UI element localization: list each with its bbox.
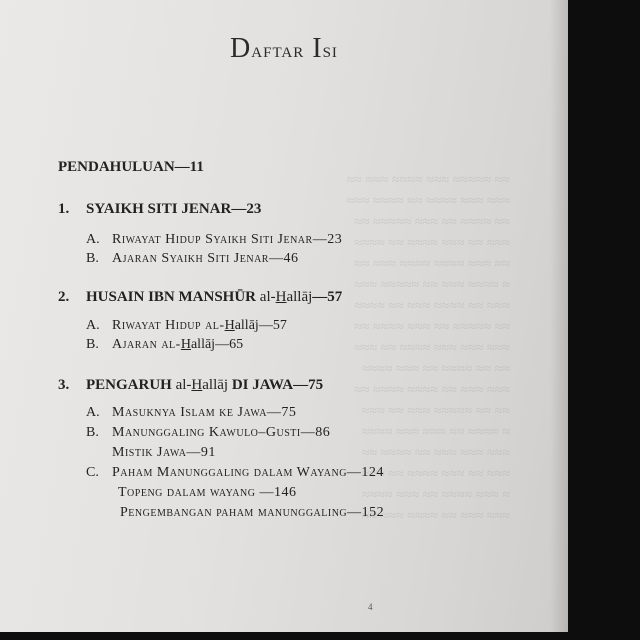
toc-item-3c[interactable]: C. Paham Manunggaling dalam Wayang—124 xyxy=(86,465,384,480)
toc-item-2b[interactable]: B. Ajaran al-Hallāj—65 xyxy=(86,337,244,352)
toc-subitem-mistik-jawa[interactable]: Mistik Jawa—91 xyxy=(112,445,216,460)
toc-chapter-3[interactable]: 3. PENGARUH al-Hallāj DI JAWA—75 xyxy=(58,377,324,393)
toc-entry-pendahuluan[interactable]: PENDAHULUAN—11 xyxy=(58,159,204,175)
toc-item-1b[interactable]: B. Ajaran Syaikh Siti Jenar—46 xyxy=(86,251,299,266)
toc-item-2a[interactable]: A. Riwayat Hidup al-Hallāj—57 xyxy=(86,318,287,333)
toc-item-3b[interactable]: B. Manunggaling Kawulo–Gusti—86 xyxy=(86,425,331,440)
toc-chapter-2[interactable]: 2. HUSAIN IBN MANSHŪR al-Hallāj—57 xyxy=(58,289,343,305)
toc-item-1a[interactable]: A. Riwayat Hidup Syaikh Siti Jenar—23 xyxy=(86,232,343,247)
page-title: Daftar Isi xyxy=(230,33,338,64)
toc-chapter-1[interactable]: 1. SYAIKH SITI JENAR—23 xyxy=(58,201,262,217)
page-number: 4 xyxy=(368,602,373,612)
toc-subitem-pengembangan[interactable]: Pengembangan paham manunggaling—152 xyxy=(120,505,385,520)
toc-item-3a[interactable]: A. Masuknya Islam ke Jawa—75 xyxy=(86,405,297,420)
toc-subitem-topeng[interactable]: Topeng dalam wayang —146 xyxy=(118,485,297,500)
bleed-through-texture: ≈≈ ≈≈≈ ≈≈≈≈ ≈≈≈ ≈≈≈≈≈ ≈≈ ≈≈≈ ≈≈≈≈ ≈≈ ≈≈≈≈ ≈≈≈ ≈≈≈ ≈≈ ≈≈≈≈≈ ≈≈≈ ≈≈ ≈≈≈≈ ≈≈ ≈≈≈≈ ≈≈ ≈≈≈≈ ≈≈≈ ≈≈ ≈≈≈ ≈≈ ≈≈≈ ≈≈≈≈ ≈≈≈≈ ≈≈≈ ≈≈ ≈≈≈ ≈≈≈≈≈ ≈≈ ≈≈≈ ≈≈≈≈ ≈ ≈≈≈≈ ≈≈ ≈≈≈ ≈≈≈≈ ≈≈ ≈≈≈ ≈≈ ≈≈≈≈ ≈≈≈ ≈≈ ≈≈≈≈≈ ≈≈ ≈≈≈ ≈≈ ≈≈≈≈ ≈≈≈ ≈≈≈ ≈≈≈ ≈≈≈≈ ≈≈≈ ≈≈ ≈≈≈≈ ≈≈ ≈≈ ≈≈ ≈≈≈≈ ≈≈≈≈ ≈≈ ≈≈≈ ≈≈≈ ≈≈≈ ≈≈ ≈≈≈ ≈≈≈≈≈ ≈≈ ≈≈ ≈≈≈≈ ≈≈≈ ≈≈≈ ≈≈ ≈≈≈≈ ≈ ≈≈ ≈≈≈≈ ≈≈ ≈≈≈ ≈≈≈ ≈≈≈ ≈≈≈ ≈≈ ≈≈≈≈ ≈≈≈ ≈≈ ≈≈≈ ≈≈≈≈ ≈≈≈ ≈≈ ≈≈≈≈ ≈≈≈ ≈ ≈≈ ≈≈≈ ≈≈≈≈ ≈≈ ≈≈≈ ≈≈≈ xyxy=(346,173,510,524)
